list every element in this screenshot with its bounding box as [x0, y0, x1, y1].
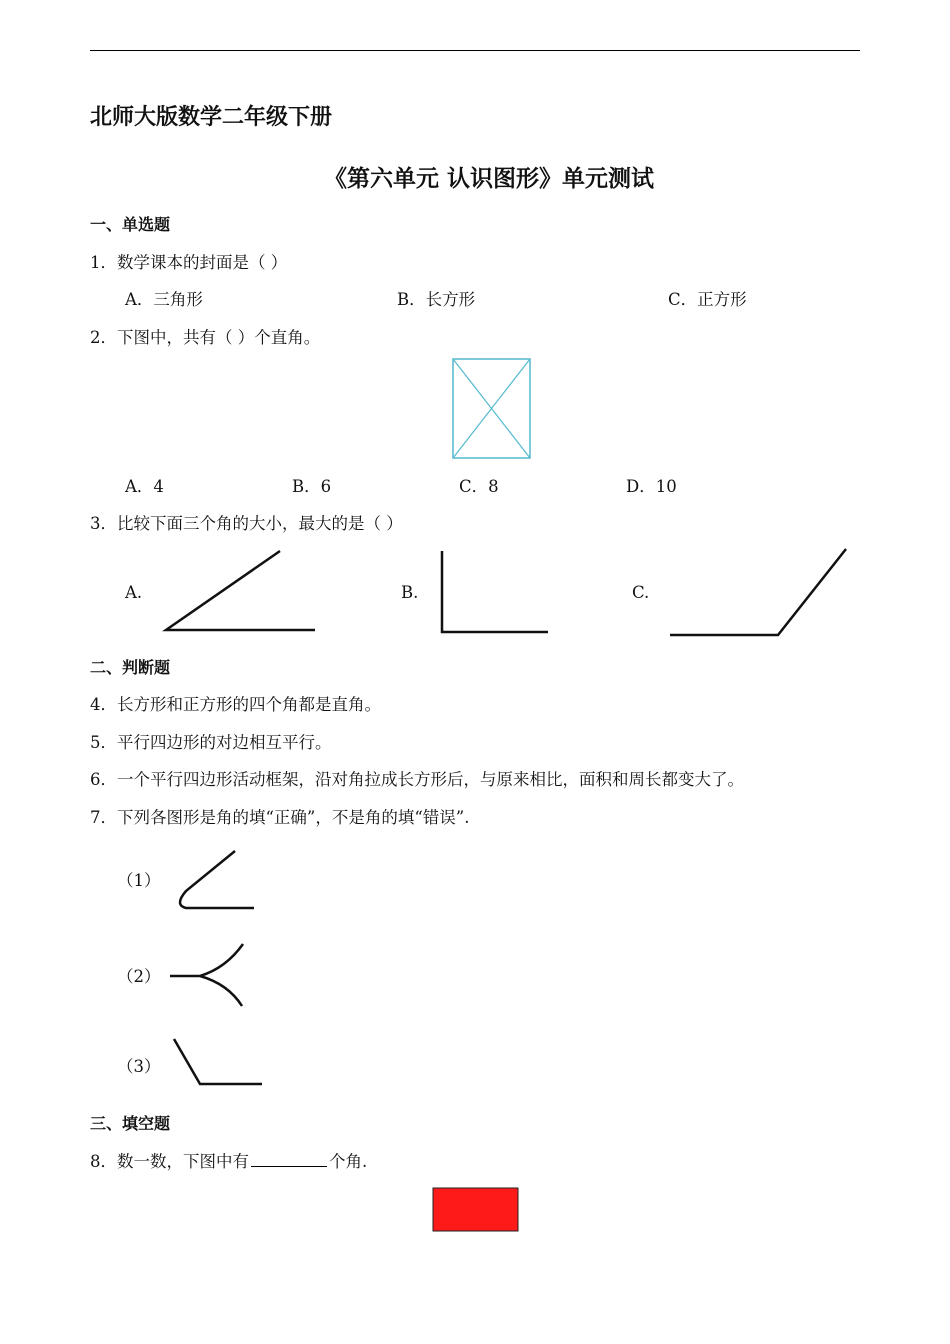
open-angle-lines [174, 1039, 262, 1084]
question-4: 4．长方形和正方形的四个角都是直角。 [90, 695, 381, 714]
question-6: 6．一个平行四边形活动框架，沿对角拉成长方形后，与原来相比，面积和周长都变大了。 [90, 770, 744, 789]
curved-corner-figure [172, 848, 258, 914]
q2-option-b: B．6 [292, 477, 332, 496]
question-7: 7．下列各图形是角的填“正确”，不是角的填“错误”. [90, 808, 470, 827]
q2-option-d: D．10 [626, 477, 677, 496]
q8-answer-blank[interactable] [251, 1152, 327, 1167]
question-3: 3．比较下面三个角的大小，最大的是（ ） [90, 514, 403, 533]
acute-angle-lines [166, 551, 315, 630]
test-title: 《第六单元 认识图形》单元测试 [323, 166, 654, 192]
q8-stem-before: 8．数一数，下图中有 [90, 1152, 249, 1171]
q2-option-a: A．4 [125, 477, 164, 496]
red-rectangle-figure [432, 1187, 520, 1233]
q3-option-c: C. [632, 583, 650, 602]
book-title: 北师大版数学二年级下册 [90, 105, 333, 130]
right-angle-lines [442, 551, 548, 632]
q2-option-c: C．8 [459, 477, 499, 496]
question-1: 1．数学课本的封面是（ ） [90, 253, 288, 272]
question-8 [90, 1148, 367, 1172]
top-rule [90, 50, 860, 51]
acute-angle-figure [160, 548, 320, 634]
section-fill-blank: 三、填空题 [90, 1114, 171, 1133]
q7-item-3-label: （3） [117, 1057, 161, 1076]
section-single-choice: 一、单选题 [90, 215, 171, 234]
curved-arrow-lower-curve [200, 976, 242, 1006]
q8-stem-after: 个角. [329, 1152, 368, 1171]
q7-item-1-label: （1） [117, 871, 161, 890]
obtuse-angle-figure [666, 546, 850, 638]
obtuse-angle-lines [670, 549, 846, 635]
red-rectangle [433, 1188, 518, 1231]
q3-option-b: B. [401, 583, 419, 602]
rectangle-diagonals-figure [452, 358, 532, 460]
q1-option-a: A．三角形 [125, 290, 203, 309]
question-5: 5．平行四边形的对边相互平行。 [90, 733, 332, 752]
open-angle-figure [170, 1036, 266, 1088]
q1-option-c: C．正方形 [668, 290, 747, 309]
q3-option-a: A. [125, 583, 143, 602]
curved-arrow-figure [168, 940, 250, 1010]
section-true-false: 二、判断题 [90, 658, 171, 677]
q7-item-2-label: （2） [117, 967, 161, 986]
curved-arrow-upper-curve [200, 944, 243, 976]
curved-corner-path [180, 851, 254, 908]
question-2: 2．下图中，共有（ ）个直角。 [90, 328, 321, 347]
right-angle-figure [436, 548, 552, 636]
q1-option-b: B．长方形 [397, 290, 476, 309]
